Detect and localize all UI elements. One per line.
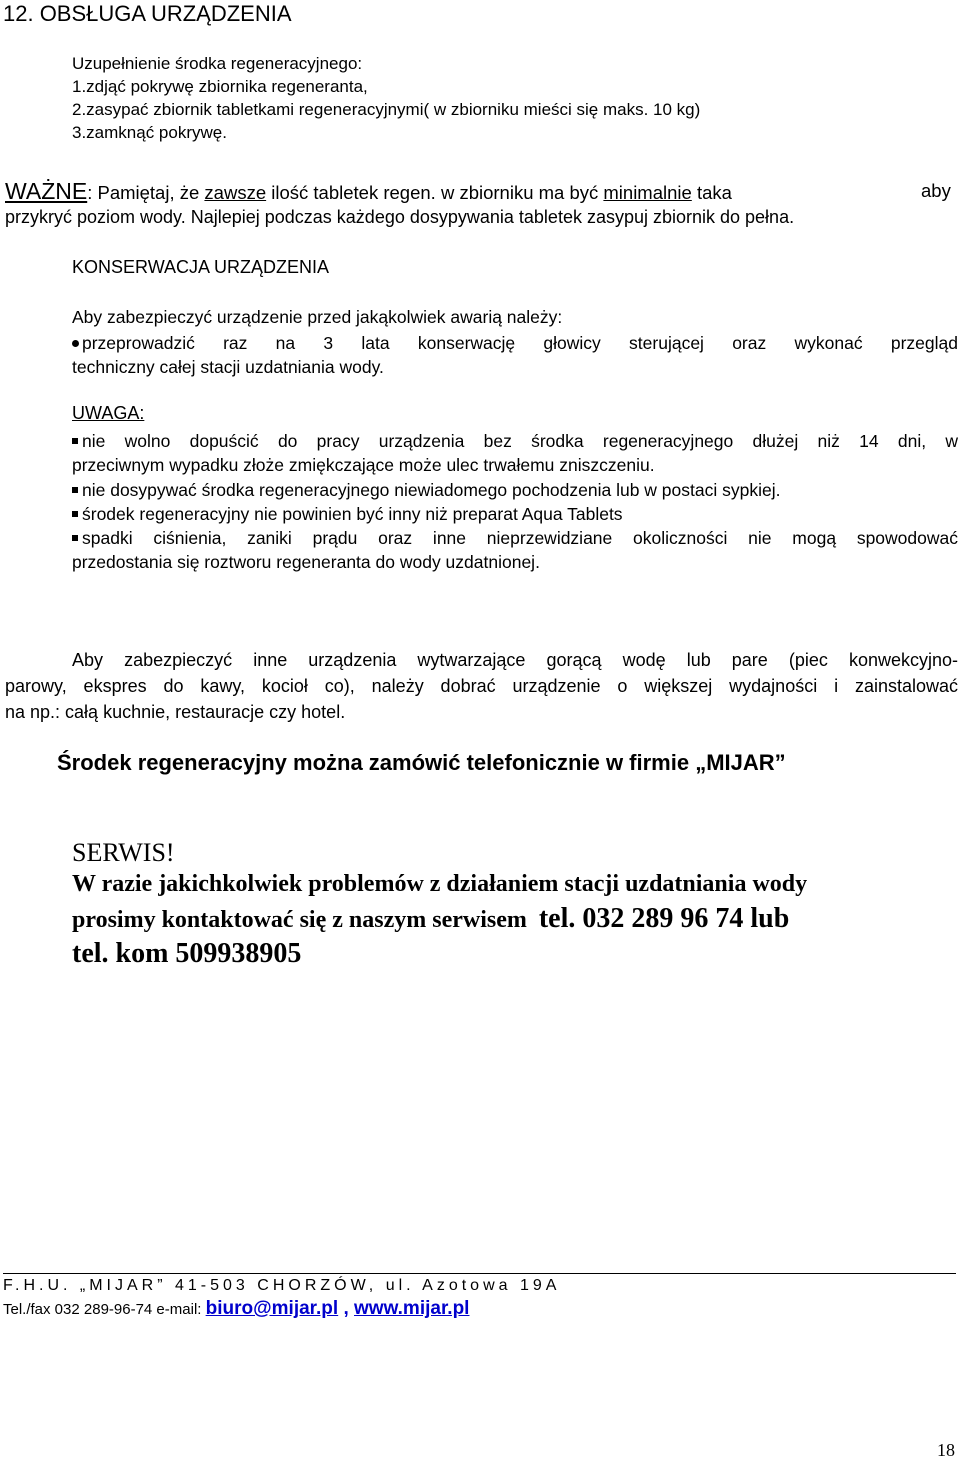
- important-text: taka: [691, 182, 732, 203]
- list-item-continuation: przeciwnym wypadku złoże zmiękczające może ulec trwałemu zniszczeniu.: [72, 455, 655, 475]
- important-emphasis: minimalnie: [603, 182, 692, 203]
- square-bullet-icon: [72, 487, 78, 493]
- footer-company: F.H.U. „MIJAR” 41-503 CHORZÓW, ul. Azotowa 19A: [3, 1277, 561, 1294]
- refill-step: 1.zdjąć pokrywę zbiornika regeneranta,: [72, 77, 368, 96]
- list-item-text: spadki ciśnienia, zaniki prądu oraz inne nieprzewidziane okoliczności nie mogą spowodować: [82, 528, 958, 548]
- paragraph-line: Aby zabezpieczyć inne urządzenia wytwarzające gorącą wodę lub pare (piec konwekcyjno-: [72, 650, 958, 670]
- footer-contact: [3, 1298, 469, 1321]
- service-text: W razie jakichkolwiek problemów z działaniem stacji uzdatniania wody: [72, 871, 808, 897]
- footer-divider: [3, 1273, 956, 1274]
- refill-title: Uzupełnienie środka regeneracyjnego:: [72, 54, 363, 73]
- important-note-line: przykryć poziom wody. Najlepiej podczas każdego dosypywania tabletek zasypuj zbiornik do pełna.: [5, 207, 795, 227]
- paragraph-line: parowy, ekspres do kawy, kocioł co), należy dobrać urządzenie o większej wydajności i zainstalować: [5, 676, 958, 696]
- email-link[interactable]: biuro@mijar.pl: [205, 1298, 339, 1319]
- service-title: SERWIS!: [72, 838, 175, 867]
- list-item: [72, 502, 623, 526]
- website-link[interactable]: www.mijar.pl: [354, 1298, 470, 1319]
- paragraph-line: na np.: całą kuchnie, restauracje czy hotel.: [5, 702, 346, 722]
- important-label: WAŻNE: [5, 178, 88, 204]
- bullet-dot-icon: [72, 340, 79, 347]
- important-text: aby: [921, 180, 951, 201]
- refill-step: 2.zasypać zbiornik tabletkami regeneracyjnymi( w zbiorniku mieści się maks. 10 kg): [72, 100, 701, 119]
- service-mobile: tel. kom 509938905: [72, 938, 302, 969]
- footer-contact-text: Tel./fax 032 289-96-74 e-mail:: [3, 1301, 206, 1318]
- square-bullet-icon: [72, 511, 78, 517]
- maintenance-heading: KONSERWACJA URZĄDZENIA: [72, 257, 330, 277]
- square-bullet-icon: [72, 438, 78, 444]
- list-item-text: nie dosypywać środka regeneracyjnego niewiadomego pochodzenia lub w postaci sypkiej.: [82, 480, 781, 500]
- list-item-text: nie wolno dopuścić do pracy urządzenia bez środka regeneracyjnego dłużej niż 14 dni, w: [82, 431, 958, 451]
- square-bullet-icon: [72, 535, 78, 541]
- page-number: 18: [937, 1440, 955, 1460]
- maintenance-intro: Aby zabezpieczyć urządzenie przed jakąkolwiek awarią należy:: [72, 307, 563, 327]
- list-item-continuation: techniczny całej stacji uzdatniania wody.: [72, 357, 384, 377]
- service-phone: tel. 032 289 96 74 lub: [538, 903, 790, 934]
- list-item-text: środek regeneracyjny nie powinien być inny niż preparat Aqua Tablets: [82, 504, 623, 524]
- list-item: [72, 429, 958, 453]
- list-item-text: przeprowadzić raz na 3 lata konserwację głowicy sterującej oraz wykonać przegląd: [82, 333, 958, 353]
- footer-separator: ,: [338, 1298, 355, 1319]
- list-item: [72, 478, 780, 502]
- important-text: : Pamiętaj, że: [87, 182, 205, 203]
- list-item: [72, 331, 958, 355]
- service-text: [72, 902, 789, 937]
- refill-step: 3.zamknąć pokrywę.: [72, 123, 227, 142]
- warning-label: UWAGA:: [72, 403, 145, 423]
- list-item-continuation: przedostania się roztworu regeneranta do wody uzdatnionej.: [72, 552, 540, 572]
- list-item: [72, 526, 958, 550]
- section-heading: 12. OBSŁUGA URZĄDZENIA: [3, 1, 292, 26]
- important-emphasis: zawsze: [204, 182, 267, 203]
- order-info: Środek regeneracyjny można zamówić telefonicznie w firmie „MIJAR”: [57, 750, 786, 775]
- important-note-line: [5, 178, 732, 206]
- important-text: ilość tabletek regen. w zbiorniku ma być: [266, 182, 604, 203]
- service-text-part: prosimy kontaktować się z naszym serwisem: [72, 907, 527, 933]
